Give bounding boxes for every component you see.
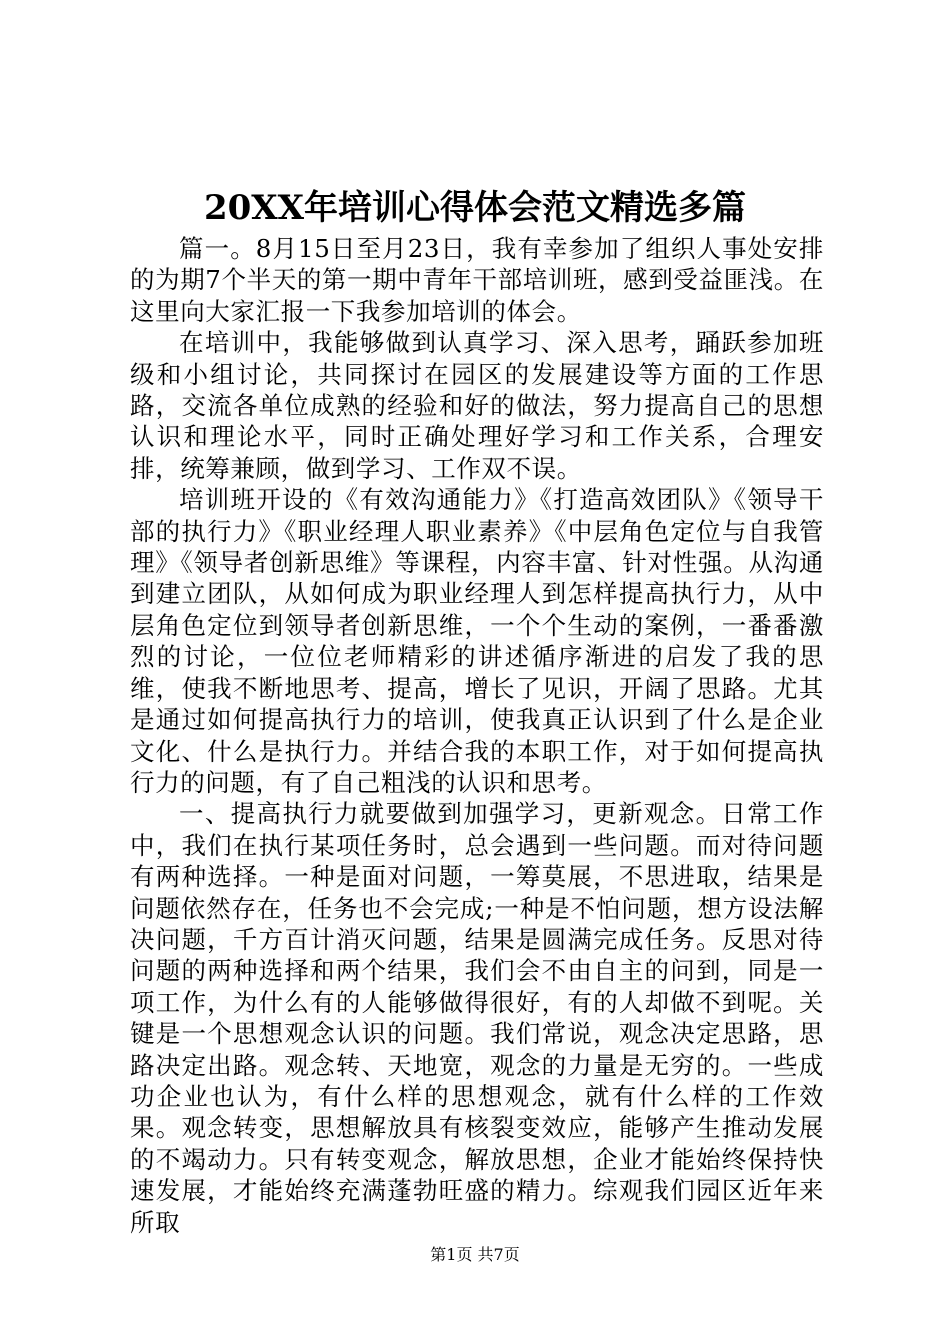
document-title: 20XX年培训心得体会范文精选多篇 xyxy=(203,188,747,228)
paragraph-1: 篇一。8月15日至月23日，我有幸参加了组织人事处安排的为期7个半天的第一期中青年干部培训班，感到受益匪浅。在这里向大家汇报一下我参加培训的体会。 xyxy=(130,234,824,326)
page-number-footer: 第1页 共7页 xyxy=(430,1245,520,1264)
paragraph-4: 一、提高执行力就要做到加强学习，更新观念。日常工作中，我们在执行某项任务时，总会遇到一些问题。而对待问题有两种选择。一种是面对问题，一筹莫展，不思进取，结果是问题依然存在，任务也不会完成;一种是不怕问题，想方设法解决问题，千方百计消灭问题，结果是圆满完成任务。反思对待问题的两种选择和两个结果，我们会不由自主的问到，同是一项工作，为什么有的人能够做得很好，有的人却做不到呢。关键是一个思想观念认识的问题。我们常说，观念决定思路，思路决定出路。观念转、天地宽，观念的力量是无穷的。一些成功企业也认为，有什么样的思想观念，就有什么样的工作效果。观念转变，思想解放具有核裂变效应，能够产生推动发展的不竭动力。只有转变观念，解放思想，企业才能始终保持快速发展，才能始终充满蓬勃旺盛的精力。综观我们园区近年来所取 xyxy=(130,799,824,1237)
paragraph-3: 培训班开设的《有效沟通能力》《打造高效团队》《领导干部的执行力》《职业经理人职业素养》《中层角色定位与自我管理》《领导者创新思维》等课程，内容丰富、针对性强。从沟通到建立团队，从如何成为职业经理人到怎样提高执行力，从中层角色定位到领导者创新思维，一个个生动的案例，一番番激烈的讨论，一位位老师精彩的讲述循序渐进的启发了我的思维，使我不断地思考、提高，增长了见识，开阔了思路。尤其是通过如何提高执行力的培训，使我真正认识到了什么是企业文化、什么是执行力。并结合我的本职工作，对于如何提高执行力的问题，有了自己粗浅的认识和思考。 xyxy=(130,485,824,797)
paragraph-2: 在培训中，我能够做到认真学习、深入思考，踊跃参加班级和小组讨论，共同探讨在园区的发展建设等方面的工作思路，交流各单位成熟的经验和好的做法，努力提高自己的思想认识和理论水平，同时正确处理好学习和工作关系，合理安排，统筹兼顾，做到学习、工作双不误。 xyxy=(130,328,824,483)
document-body xyxy=(130,233,824,1238)
